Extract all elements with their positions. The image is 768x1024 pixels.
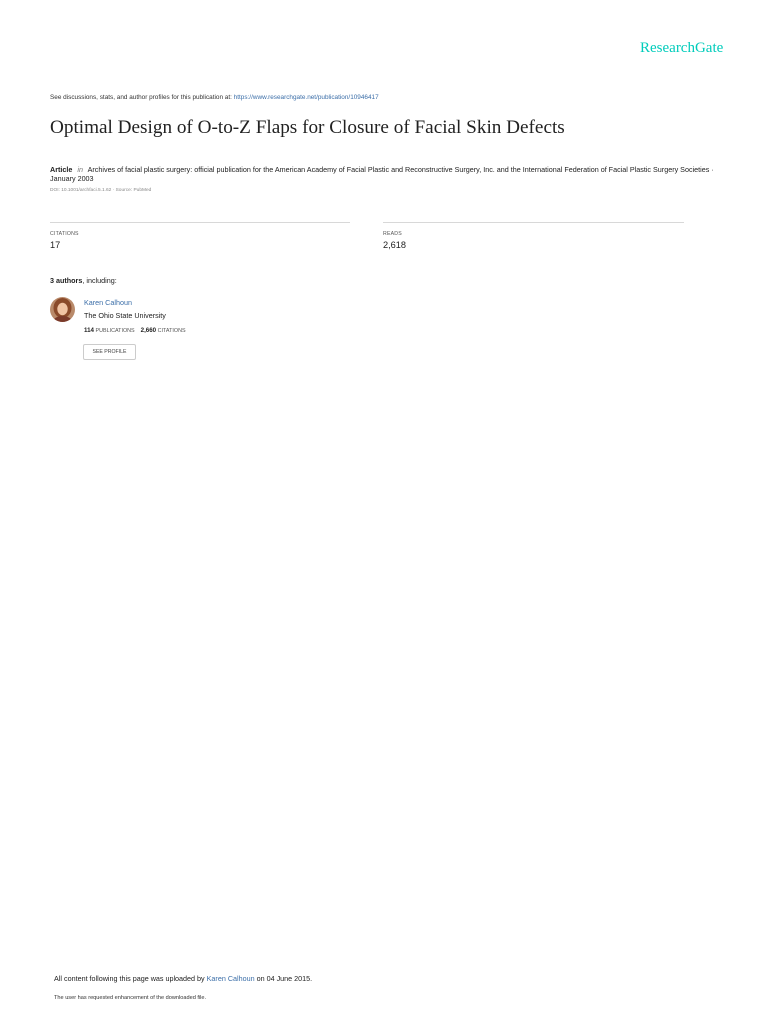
reads-label: READS (383, 231, 402, 237)
publication-details (50, 165, 715, 183)
author-publications-label: PUBLICATIONS (95, 328, 135, 334)
enhancement-note: The user has requested enhancement of the downloaded file. (54, 995, 207, 1001)
citations-value: 17 (50, 240, 61, 250)
authors-count-rest: , including: (82, 276, 117, 285)
author-publications-count: 114 (84, 327, 94, 334)
publication-title: Optimal Design of O-to-Z Flaps for Closure of Facial Skin Defects (50, 117, 565, 138)
upload-suffix: on 04 June 2015. (256, 974, 313, 983)
upload-prefix: All content following this page was uploaded by (54, 974, 205, 983)
author-photo-icon (50, 297, 75, 322)
reads-value: 2,618 (383, 240, 406, 250)
discussions-text: See discussions, stats, and author profiles for this publication at: (50, 94, 232, 101)
citations-divider (50, 222, 350, 223)
discussions-line (50, 94, 379, 101)
researchgate-logo[interactable]: ResearchGate (640, 40, 724, 56)
uploader-name-link[interactable]: Karen Calhoun (206, 974, 255, 983)
author-name-link[interactable]: Karen Calhoun (84, 298, 132, 307)
citations-label: CITATIONS (50, 231, 79, 237)
see-profile-button[interactable]: SEE PROFILE (83, 344, 136, 360)
author-citations-count: 2,660 (140, 327, 157, 334)
author-institution: The Ohio State University (84, 311, 166, 320)
author-citations-label: CITATIONS (157, 328, 186, 334)
reads-divider (383, 222, 684, 223)
authors-count-bold: 3 authors (50, 276, 83, 285)
publication-url-link[interactable]: https://www.researchgate.net/publication/10946417 (233, 94, 379, 101)
publication-type: Article (50, 165, 73, 174)
in-label: in (77, 165, 83, 174)
upload-info (54, 974, 312, 983)
authors-count (50, 276, 117, 285)
author-avatar[interactable] (50, 297, 75, 322)
doi-line: DOI: 10.1001/archfaci.5.1.62 · Source: PubMed (50, 188, 152, 193)
author-stats (84, 327, 186, 334)
journal-and-date[interactable]: Archives of facial plastic surgery: official publication for the American Academy of Facial Plastic and Reconstructive Surgery, Inc. and the International Federation of Facial Plastic Surgery Societies · January 2003 (50, 165, 714, 183)
